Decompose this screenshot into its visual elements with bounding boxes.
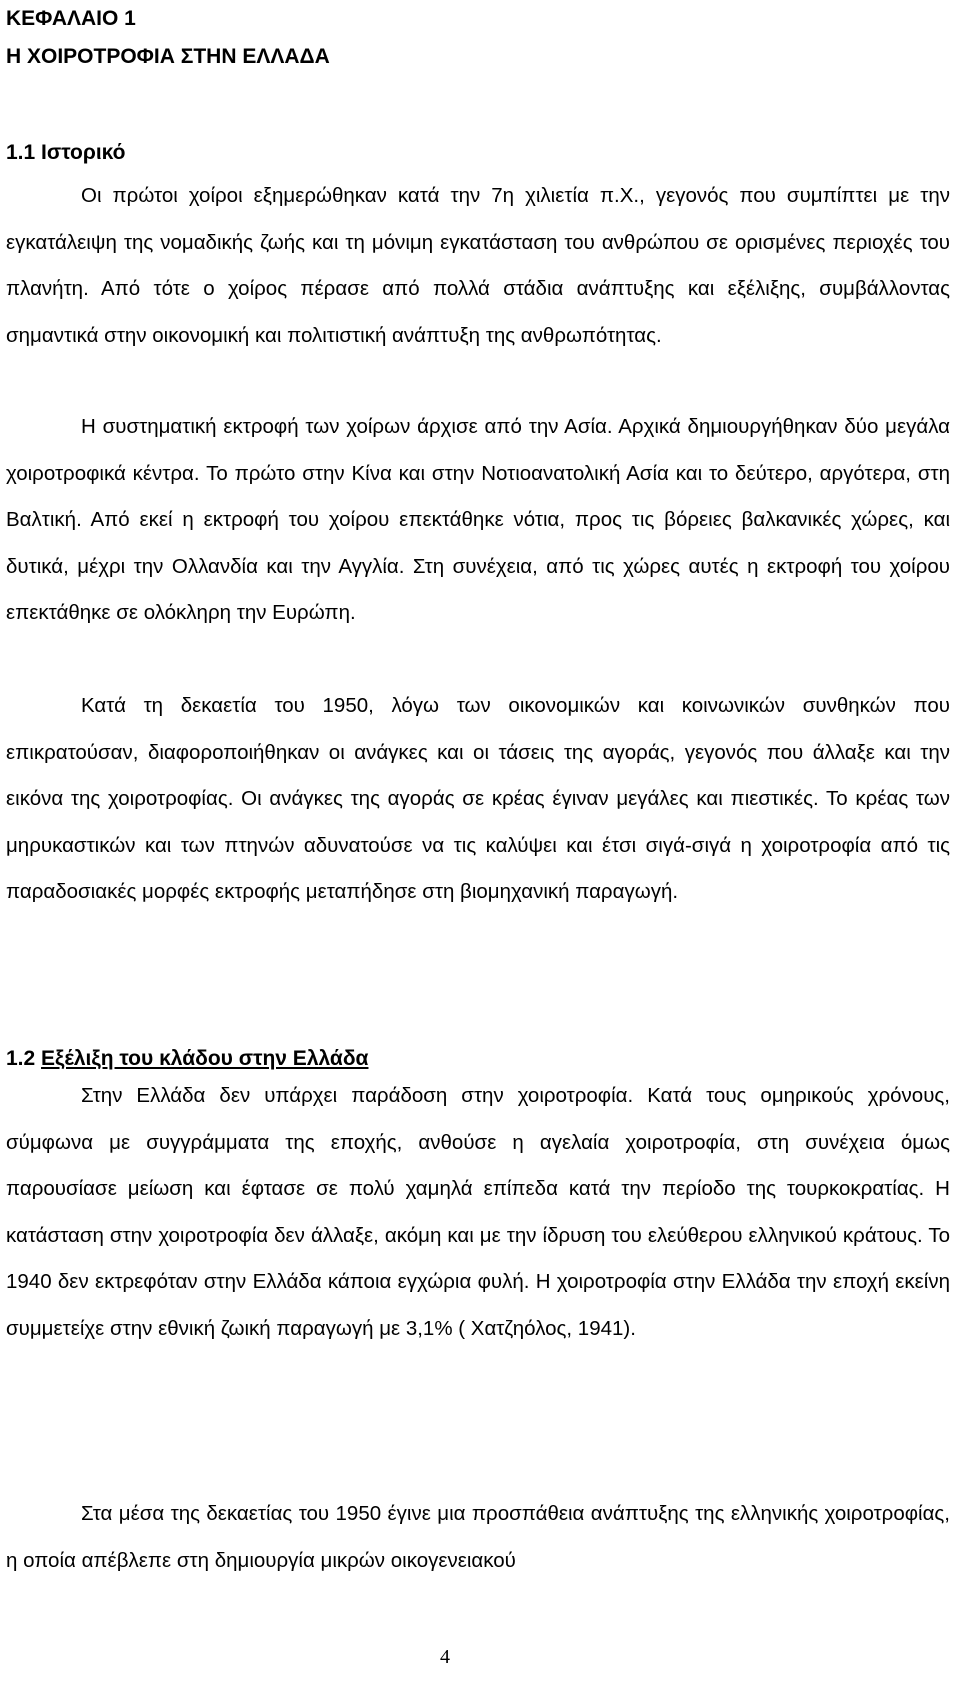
- section-heading-historical: 1.1 Ιστορικό: [6, 141, 126, 164]
- paragraph: Η συστηματική εκτροφή των χοίρων άρχισε από την Ασία. Αρχικά δημιουργήθηκαν δύο μεγάλα χοιροτροφικά κέντρα. Το πρώτο στην Κίνα και στην Νοτιοανατολική Ασία και το δεύτερο, αργότερα, στη Βαλτική. Από εκεί η εκτροφή του χοίρου επεκτάθηκε νότια, προς τις βόρειες βαλκανικές χώρες, και δυτικά, μέχρι την Ολλανδία και την Αγγλία. Στη συνέχεια, από τις χώρες αυτές η εκτροφή του χοίρου επεκτάθηκε σε ολόκληρη την Ευρώπη.: [6, 415, 950, 624]
- chapter-title: Η ΧΟΙΡΟΤΡΟΦΙΑ ΣΤΗΝ ΕΛΛΑΔΑ: [6, 45, 330, 68]
- section-heading-greece: [6, 1046, 368, 1072]
- chapter-label: ΚΕΦΑΛΑΙΟ 1: [6, 7, 136, 30]
- paragraph: Στην Ελλάδα δεν υπάρχει παράδοση στην χοιροτροφία. Κατά τους ομηρικούς χρόνους, σύμφωνα με συγγράμματα της εποχής, ανθούσε η αγελαία χοιροτροφία, στη συνέχεια όμως παρουσίασε μείωση και έφτασε σε πολύ χαμηλά επίπεδα κατά την περίοδο της τουρκοκρατίας. Η κατάσταση στην χοιροτροφία δεν άλλαξε, ακόμη και με την ίδρυση του ελεύθερου ελληνικού κράτους. Το 1940 δεν εκτρεφόταν στην Ελλάδα κάποια εγχώρια φυλή. Η χοιροτροφία στην Ελλάδα την εποχή εκείνη συμμετείχε στην εθνική ζωική παραγωγή με 3,1% ( Χατζηόλος, 1941).: [6, 1084, 950, 1340]
- paragraph: Οι πρώτοι χοίροι εξημερώθηκαν κατά την 7η χιλιετία π.Χ., γεγονός που συμπίπτει με την εγκατάλειψη της νομαδικής ζωής και τη μόνιμη εγκατάσταση του ανθρώπου σε ορισμένες περιοχές του πλανήτη. Από τότε ο χοίρος πέρασε από πολλά στάδια ανάπτυξης και εξέλιξης, συμβάλλοντας σημαντικά στην οικονομική και πολιτιστική ανάπτυξη της ανθρωπότητας.: [6, 184, 950, 347]
- page-number: 4: [440, 1646, 450, 1668]
- section-heading-number: 1.2: [6, 1047, 42, 1070]
- section-heading-text: Εξέλιξη του κλάδου στην Ελλάδα: [41, 1047, 369, 1070]
- paragraph: Στα μέσα της δεκαετίας του 1950 έγινε μια προσπάθεια ανάπτυξης της ελληνικής χοιροτροφίας, η οποία απέβλεπε στη δημιουργία μικρών οικογενειακού: [6, 1502, 950, 1572]
- paragraph: Κατά τη δεκαετία του 1950, λόγω των οικονομικών και κοινωνικών συνθηκών που επικρατούσαν, διαφοροποιήθηκαν οι ανάγκες και οι τάσεις της αγοράς, γεγονός που άλλαξε και την εικόνα της χοιροτροφίας. Οι ανάγκες της αγοράς σε κρέας έγιναν μεγάλες και πιεστικές. Το κρέας των μηρυκαστικών και των πτηνών αδυνατούσε να τις καλύψει και έτσι σιγά-σιγά η χοιροτροφία από τις παραδοσιακές μορφές εκτροφής μεταπήδησε στη βιομηχανική παραγωγή.: [6, 694, 950, 903]
